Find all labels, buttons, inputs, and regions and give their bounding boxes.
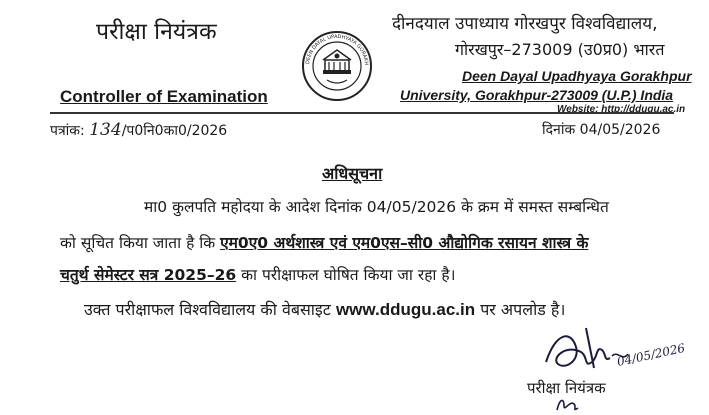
signature-date-scrawl: 04/05/2026	[615, 340, 687, 369]
notice-line-3-text: का परीक्षाफल घोषित किया जा रहा है।	[236, 266, 456, 284]
notice-date: दिनांक 04/05/2026	[542, 122, 661, 138]
office-title-english: Controller of Examination	[60, 87, 268, 106]
handwritten-initials	[554, 396, 580, 414]
university-website: Website: http://ddugu.ac.in	[557, 104, 686, 115]
reference-suffix: /प0नि0का0/2026	[121, 123, 228, 139]
reference-number	[50, 120, 227, 140]
notice-line-2-text: को सूचित किया जाता है कि	[60, 234, 221, 252]
notice-line-2	[60, 231, 588, 253]
course-names: एम0ए0 अर्थशास्त्र एवं एम0एस–सी0 औद्योगिक रसायन शास्त्र के	[220, 234, 589, 252]
header-divider	[50, 112, 674, 114]
notice-line-3	[60, 263, 455, 285]
notice-line-4-text-a: उक्त परीक्षाफल विश्वविद्यालय की वेबसाइट	[84, 300, 336, 319]
notice-line-4	[84, 298, 565, 320]
notice-line-1: मा0 कुलपति महोदया के आदेश दिनांक 04/05/2026 के क्रम में समस्त सम्बन्धित	[144, 198, 609, 216]
reference-label: पत्रांक:	[50, 123, 85, 139]
notice-title: अधिसूचना	[322, 164, 383, 183]
university-seal-logo	[301, 30, 373, 102]
office-title-hindi: परीक्षा नियंत्रक	[96, 19, 217, 45]
reference-handwritten-number: 134	[89, 120, 122, 140]
semester-session: चतुर्थ सेमेस्टर सत्र 2025–26	[60, 266, 237, 284]
handwritten-signature	[536, 322, 706, 382]
signatory-designation: परीक्षा नियंत्रक	[527, 379, 606, 397]
university-address-english: University, Gorakhpur-273009 (U.P.) India	[400, 87, 674, 103]
university-name-english: Deen Dayal Upadhyaya Gorakhpur	[462, 68, 692, 84]
website-link[interactable]: www.ddugu.ac.in	[335, 300, 476, 319]
svg-text:DEEN DAYAL UPADHYAYA GORAKHPUR: DEEN DAYAL UPADHYAYA GORAKH	[305, 33, 370, 66]
university-name-hindi: दीनदयाल उपाध्याय गोरखपुर विश्वविद्यालय,	[392, 14, 658, 34]
university-address-hindi: गोरखपुर–273009 (उ0प्र0) भारत	[455, 40, 665, 59]
notice-line-4-text-b: पर अपलोड है।	[475, 300, 566, 319]
